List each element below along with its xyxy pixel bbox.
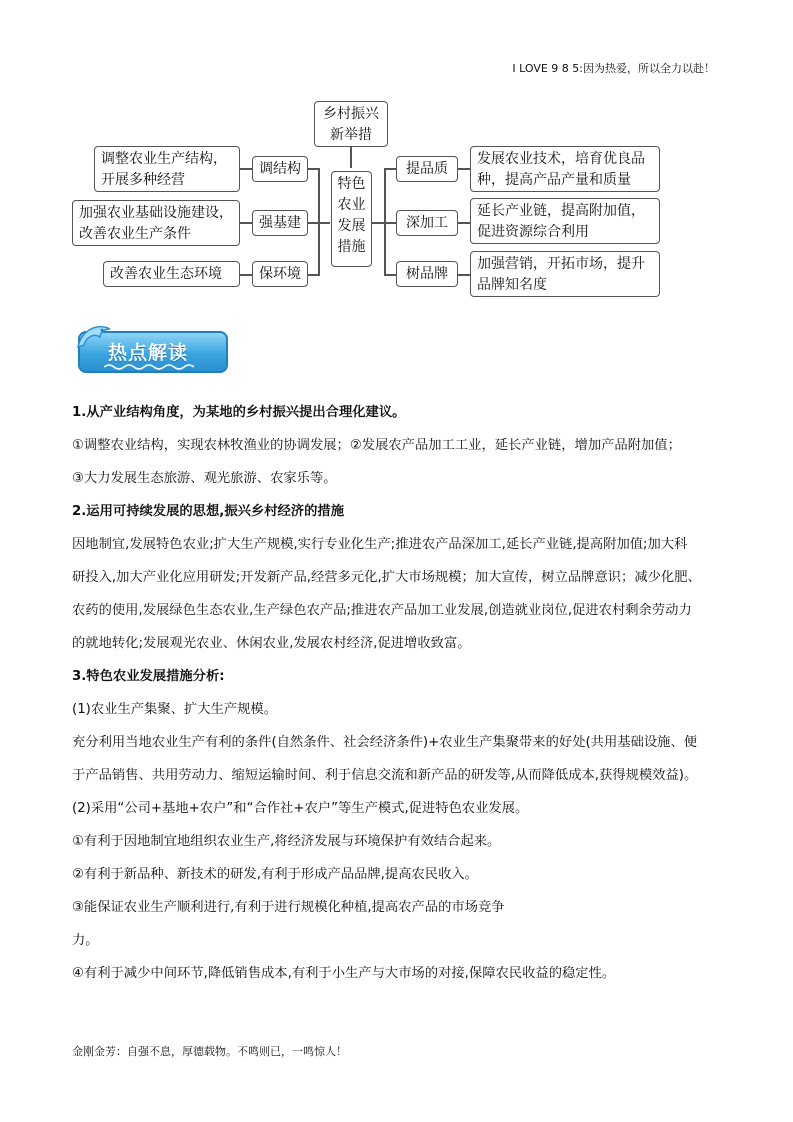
connector-left-vertical — [318, 168, 320, 274]
section-1-line-2: ③大力发展生态旅游、观光旅游、农家乐等。 — [72, 471, 337, 486]
section-2-line-1: 因地制宜,发展特色农业;扩大生产规模,实行专业化生产;推进农产品深加工,延长产业链,提高附加值;加大科 — [72, 537, 688, 552]
section-3-item-4: ④有利于减少中间环节,降低销售成本,有利于小生产与大市场的对接,保障农民收益的稳定性。 — [72, 966, 616, 981]
left-label-3: 保环境 — [252, 261, 308, 287]
section-3-item-3a: ③能保证农业生产顺利进行,有利于进行规模化种植,提高农产品的市场竞争 — [72, 900, 505, 915]
footer-note: 金刚金芳：自强不息，厚德载物。不鸣则已，一鸣惊人！ — [72, 1045, 347, 1058]
right-label-3: 树品牌 — [396, 261, 458, 287]
section-3-point-2: (2)采用“公司+基地+农户”和“合作社+农户”等生产模式,促进特色农业发展。 — [72, 801, 529, 816]
connector-top — [350, 146, 352, 168]
right-label-1: 提品质 — [396, 156, 458, 182]
section-2-title: 2.运用可持续发展的思想,振兴乡村经济的措施 — [72, 504, 344, 519]
section-3-point-1: (1)农业生产集聚、扩大生产规模。 — [72, 702, 277, 717]
right-desc-1: 发展农业技术，培育优良品种，提高产品产量和质量 — [470, 146, 660, 192]
section-2-line-4: 的就地转化;发展观光农业、休闲农业,发展农村经济,促进增收致富。 — [72, 636, 471, 651]
section-3-title: 3.特色农业发展措施分析: — [72, 669, 225, 684]
section-3-item-2: ②有利于新品种、新技术的研发,有利于形成产品品牌,提高农民收入。 — [72, 867, 478, 882]
section-3-item-1: ①有利于因地制宜地组织农业生产,将经济发展与环境保护有效结合起来。 — [72, 834, 501, 849]
connector-left-3 — [308, 274, 320, 276]
section-1-line-1: ①调整农业结构，实现农林牧渔业的协调发展；②发展农产品加工工业，延长产业链，增加产品附加值； — [72, 438, 681, 453]
left-label-2: 强基建 — [252, 210, 308, 236]
right-desc-2: 延长产业链，提高附加值，促进资源综合利用 — [470, 198, 660, 244]
right-label-2: 深加工 — [396, 210, 458, 236]
connector-right-3 — [384, 274, 396, 276]
diagram-center-box: 特色农业发展措施 — [331, 171, 372, 267]
right-desc-3: 加强营销，开拓市场，提升品牌知名度 — [470, 251, 660, 297]
connector-left-2 — [308, 222, 330, 224]
section-2-line-3: 农药的使用,发展绿色生态农业,生产绿色农产品;推进农产品加工业发展,创造就业岗位,促进农村剩余劳动力 — [72, 603, 692, 618]
connector-right-1 — [384, 168, 396, 170]
mind-map-diagram — [0, 0, 793, 310]
connector-right-desc-3 — [458, 274, 470, 276]
section-3-item-3b: 力。 — [72, 933, 99, 948]
left-desc-3: 改善农业生态环境 — [103, 261, 240, 287]
connector-left-desc-1 — [240, 168, 252, 170]
section-3-explain-2: 于产品销售、共用劳动力、缩短运输时间、利于信息交流和新产品的研发等,从而降低成本,获得规模效益)。 — [72, 768, 698, 783]
left-label-1: 调结构 — [252, 156, 308, 182]
left-desc-1: 调整农业生产结构，开展多种经营 — [94, 146, 240, 192]
wave-decoration-icon — [104, 363, 194, 371]
section-2-line-2: 研投入,加大产业化应用研发;开发新产品,经营多元化,扩大市场规模；加大宣传，树立品牌意识；减少化肥、 — [72, 570, 701, 585]
badge-title: 热点解读 — [108, 342, 189, 364]
left-desc-2: 加强农业基础设施建设，改善农业生产条件 — [72, 200, 240, 246]
section-badge — [74, 319, 230, 377]
header-note: I LOVE 9 8 5:因为热爱，所以全力以赴！ — [512, 62, 715, 75]
connector-right-desc-1 — [458, 168, 470, 170]
connector-right-2 — [372, 222, 396, 224]
content-body — [72, 396, 724, 990]
connector-left-desc-3 — [240, 274, 252, 276]
connector-right-vertical — [384, 168, 386, 274]
connector-left-1 — [308, 168, 318, 170]
section-3-explain-1: 充分利用当地农业生产有利的条件(自然条件、社会经济条件)+农业生产集聚带来的好处(共用基础设施、便 — [72, 735, 698, 750]
connector-left-desc-2 — [240, 222, 252, 224]
diagram-top-box: 乡村振兴新举措 — [314, 101, 388, 147]
section-1-title: 1.从产业结构角度，为某地的乡村振兴提出合理化建议。 — [72, 405, 406, 420]
connector-right-desc-2 — [458, 222, 470, 224]
